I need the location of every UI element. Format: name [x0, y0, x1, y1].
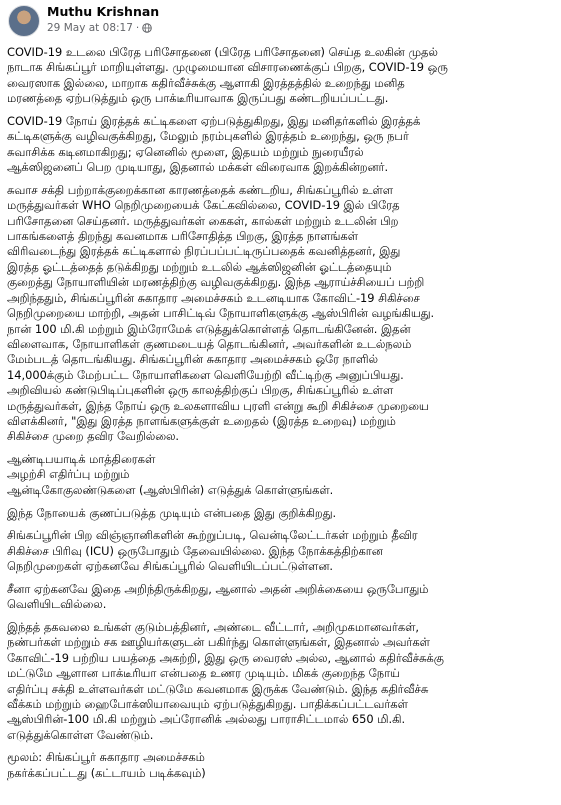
post-text-line: நெறிமுறையை மாற்றி, அதன் பாசிட்டிவ் நோயாளிகளுக்கு ஆஸ்பிரின் வழங்கியது. — [7, 306, 435, 321]
meta-separator: · — [135, 22, 140, 34]
post-text-line: அறிவியல் கண்டுபிடிப்புகளின் ஒரு காலத்திற்குப் பிறகு, சிங்கப்பூரில் உள்ள — [7, 383, 394, 398]
post-paragraph — [7, 114, 555, 176]
post-text-line: வெளியிடவில்லை. — [7, 597, 107, 612]
post-paragraph — [7, 528, 555, 574]
post-text-line: COVID-19 நோய் இரத்தக் கட்டிகளை ஏற்படுத்துகிறது, இது மனிதர்களில் இரத்தக் — [7, 113, 421, 128]
post-text-line: மட்டுமே ஆளான பாக்டீரியா என்பதை உணர முடியும். மிகக் குறைந்த நோய் — [7, 666, 400, 681]
post-text-line: அறிந்ததும், சிங்கப்பூரின் சுகாதார அமைச்சகம் உடனடியாக கோவிட்-19 சிகிச்சை — [7, 290, 420, 305]
post-text-line: 14,000க்கும் மேற்பட்ட நோயாளிகளை வெளியேற்றி வீட்டிற்கு அனுப்பியது. — [7, 367, 404, 382]
post-body — [7, 45, 555, 789]
post-paragraph — [7, 582, 555, 613]
post-header — [0, 0, 561, 40]
post-paragraph — [7, 45, 555, 107]
post-text-line: அழற்சி எதிர்ப்பு மற்றும் — [7, 467, 130, 482]
author-name[interactable]: Muthu Krishnan — [47, 4, 160, 19]
post-text-line: மேம்படத் தொடங்கியது. சிங்கப்பூரின் சுகாதார அமைச்சகம் ஒரே நாளில் — [7, 352, 378, 367]
avatar[interactable] — [8, 5, 40, 37]
post-text-line: சீனா ஏற்கனவே இதை அறிந்திருக்கிறது, ஆனால் அதன் அறிக்கையை ஒருபோதும் — [7, 581, 429, 596]
post-text-line: எடுத்துக்கொள்ள வேண்டும். — [7, 727, 154, 742]
post-text-line: வீக்கம் மற்றும் ஹைபோக்ஸியாவையும் ஏற்படுத்துகிறது. பாதிக்கப்பட்டவர்கள் — [7, 696, 408, 711]
post-text-line: குறைத்து நோயாளியின் மரணத்திற்கு வழிவகுக்கிறது. இந்த ஆராய்ச்சியைப் பற்றி — [7, 275, 425, 290]
post-text-line: வைரஸாக இல்லை, மாறாக கதிர்வீச்சுக்கு ஆளாகி இரத்தத்தில் உறைந்து மனித — [7, 75, 405, 90]
post-paragraph — [7, 183, 555, 445]
post-text-line: பாகங்களைத் திறந்து கவனமாக பரிசோதித்த பிறகு, இரத்த நாளங்கள் — [7, 229, 358, 244]
post-text-line: நண்பர்கள் மற்றும் சக ஊழியர்களுடன் பகிர்ந்து கொள்ளுங்கள், இதனால் அவர்கள் — [7, 635, 430, 650]
post-paragraph — [7, 452, 555, 498]
post-timestamp[interactable]: 29 May at 08:17 — [47, 22, 133, 34]
post-text-line: COVID-19 உடலை பிரேத பரிசோதனை (பிரேத பரிசோதனை) செய்த உலகின் முதல் — [7, 45, 438, 59]
post-text-line: நகர்க்கப்பட்டது (கட்டாயம் படிக்கவும்) — [7, 765, 206, 780]
post-text-line: கோவிட்-19 பற்றிய பயத்தை அகற்றி, இது ஒரு வைரஸ் அல்ல, ஆனால் கதிர்வீச்சுக்கு — [7, 650, 444, 665]
post-text-line: சிகிச்சை பிரிவு (ICU) ஒருபோதும் தேவையில்லை. இந்த நோக்கத்திற்கான — [7, 543, 383, 558]
post-text-line: இரத்த ஓட்டத்தைத் தடுக்கிறது மற்றும் உடலில் ஆக்ஸிஜனின் ஓட்டத்தையும் — [7, 259, 392, 274]
post-text-line: ஆண்டிபயாடிக் மாத்திரைகள் — [7, 452, 156, 467]
post-text-line: சுவாச சக்தி பற்றாக்குறைக்கான காரணத்தைக் கண்டறிய, சிங்கப்பூரில் உள்ள — [7, 182, 394, 197]
post-paragraph — [7, 750, 555, 781]
post-text-line: சிங்கப்பூரின் பிற விஞ்ஞானிகளின் கூற்றுப்படி, வென்டிலேட்டர்கள் மற்றும் தீவிர — [7, 528, 418, 543]
post-text-line: நாடாக சிங்கப்பூர் மாறியுள்ளது. முழுமையான விசாரணைக்குப் பிறகு, COVID-19 ஒரு — [7, 60, 448, 75]
post-text-line: ஆஸ்பிரின்-100 மி.கி மற்றும் அப்ரோனிக் அல்லது பாராசிட்டமால் 650 மி.கி. — [7, 712, 406, 727]
post-meta — [47, 22, 152, 34]
post-text-line: சிகிச்சை முறை தவிர வேறில்லை. — [7, 429, 180, 444]
post-paragraph — [7, 506, 555, 521]
post-paragraph — [7, 620, 555, 743]
post-text-line: மருத்துவர்கள், இந்த நோய் ஒரு உலகளாவிய புரளி என்று கூறி சிகிச்சை முறையை — [7, 398, 429, 413]
post-text-line: ஆன்டிகோகுலண்டுகளை (ஆஸ்பிரின்) எடுத்துக் கொள்ளுங்கள். — [7, 482, 334, 497]
post-text-line: சுவாசிக்க கடினமாகிறது; ஏனெனில் மூளை, இதயம் மற்றும் நுரையீரல் — [7, 144, 364, 159]
post-text-line: மருத்துவர்கள் WHO நெறிமுறையைக் கேட்கவில்லை, COVID-19 இல் பிரேத — [7, 198, 400, 213]
post-text-line: விரிவடைந்து இரத்தக் கட்டிகளால் நிரப்பப்பட்டிருப்பதைக் கவனித்தனர், இது — [7, 244, 401, 259]
post-text-line: கட்டிகளுக்கு வழிவகுக்கிறது, மேலும் நரம்புகளில் இரத்தம் உறைந்து, ஒரு நபர் — [7, 129, 409, 144]
post-text-line: இந்தத் தகவலை உங்கள் குடும்பத்தினர், அண்டை வீட்டார், அறிமுகமானவர்கள், — [7, 619, 420, 634]
post-text-line: மூலம்: சிங்கப்பூர் சுகாதார அமைச்சகம் — [7, 750, 205, 765]
post-text-line: மரணத்தை ஏற்படுத்தும் ஒரு பாக்டீரியாவாக இருப்பது கண்டறியப்பட்டது. — [7, 91, 389, 106]
post-text-line: பரிசோதனை செய்தனர். மருத்துவர்கள் கைகள், கால்கள் மற்றும் உடலின் பிற — [7, 213, 399, 228]
post-text-line: எதிர்ப்பு சக்தி உள்ளவர்கள் மட்டுமே கவனமாக இருக்க வேண்டும். இந்த கதிர்வீச்சு — [7, 681, 429, 696]
globe-icon[interactable] — [142, 23, 152, 33]
post-text-line: ஆக்ஸிஜனைப் பெற முடியாது, இதனால் மக்கள் விரைவாக இறக்கின்றனர். — [7, 160, 389, 175]
post-text-line: விளைவாக, நோயாளிகள் குணமடையத் தொடங்கினர், அவர்களின் உடல்நலம் — [7, 336, 412, 351]
post-text-line: விளக்கினர், "இது இரத்த நாளங்களுக்குள் உறைதல் (இரத்த உறைவு) மற்றும் — [7, 413, 396, 428]
post-text-line: இந்த நோயைக் குணப்படுத்த முடியும் என்பதை இது குறிக்கிறது. — [7, 505, 337, 520]
post-text-line: நெறிமுறைகள் ஏற்கனவே சிங்கப்பூரில் வெளியிடப்பட்டுள்ளன. — [7, 559, 333, 574]
post-text-line: நான் 100 மி.கி மற்றும் இம்ரோமேக் எடுத்துக்கொள்ளத் தொடங்கினேன். இதன் — [7, 321, 411, 336]
